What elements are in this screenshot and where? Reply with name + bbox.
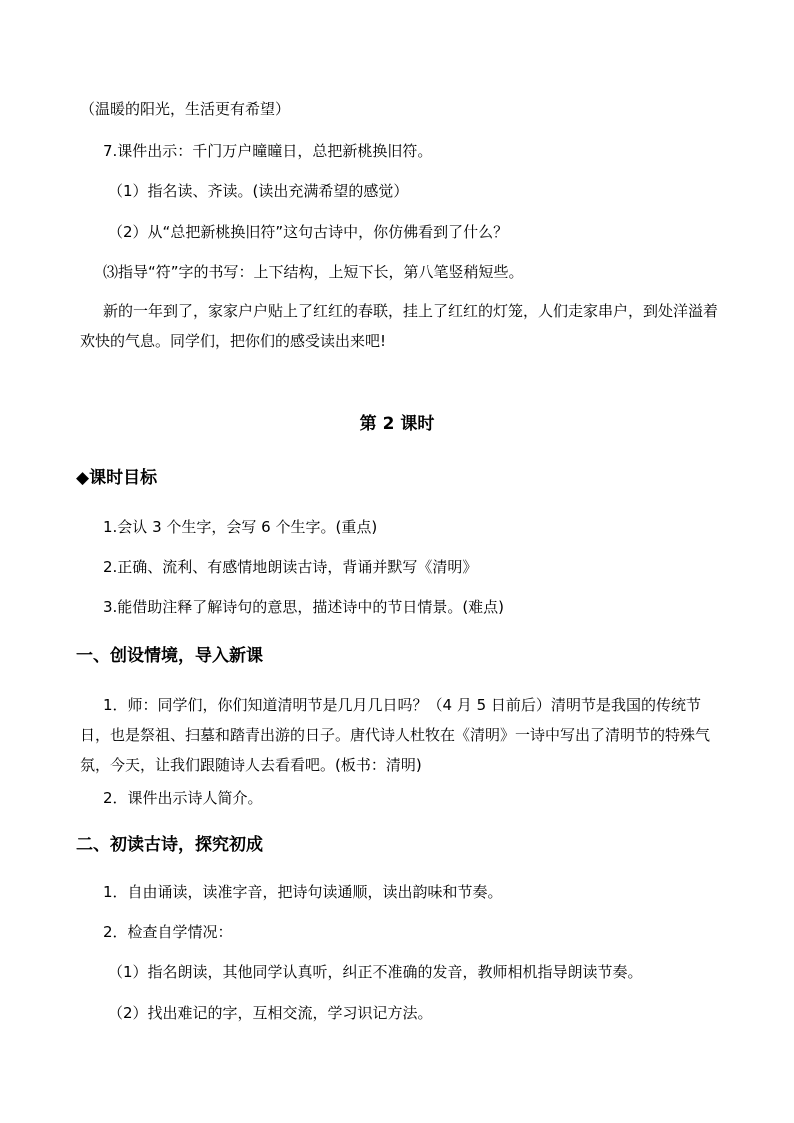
goal-item-1: 1.会认 3 个生字，会写 6 个生字。(重点) xyxy=(103,518,378,536)
goals-heading: ◆课时目标 xyxy=(76,468,158,488)
section-heading-2: 二、初读古诗，探究初成 xyxy=(76,835,263,855)
goal-item-2: 2.正确、流利、有感情地朗读古诗，背诵并默写《清明》 xyxy=(103,558,478,576)
section2-item-3: （1）指名朗读，其他同学认真听，纠正不准确的发音，教师相机指导朗读节奏。 xyxy=(108,963,643,981)
text-line-item-7: 7.课件出示：千门万户曈曈日，总把新桃换旧符。 xyxy=(103,142,433,160)
goal-item-3: 3.能借助注释了解诗句的意思，描述诗中的节日情景。(难点) xyxy=(103,598,505,616)
section2-item-1: 1．自由诵读，读准字音，把诗句读通顺，读出韵味和节奏。 xyxy=(103,883,503,901)
section2-item-2: 2．检查自学情况： xyxy=(103,923,233,941)
section1-paragraph-1: 1．师：同学们，你们知道清明节是几月几日吗？（4 月 5 日前后）清明节是我国的传统节日，也是祭祖、扫墓和踏青出游的日子。唐代诗人杜牧在《清明》一诗中写出了清明节的特殊气氛，今天，让我们跟随诗人去看看吧。(板书：清明) xyxy=(80,696,711,774)
section-heading-1: 一、创设情境，导入新课 xyxy=(76,646,263,666)
lesson-title: 第 2 课时 xyxy=(359,414,435,434)
text-line-item-7-3: ⑶指导“符”字的书写：上下结构，上短下长，第八笔竖稍短些。 xyxy=(103,263,524,281)
section1-paragraph-2: 2．课件出示诗人简介。 xyxy=(103,789,263,807)
paragraph-new-year: 新的一年到了，家家户户贴上了红红的春联，挂上了红红的灯笼，人们走家串户，到处洋溢着欢快的气息。同学们，把你们的感受读出来吧! xyxy=(80,302,719,350)
text-line-item-7-2: （2）从“总把新桃换旧符”这句古诗中，你仿佛看到了什么？ xyxy=(108,223,509,241)
text-line-item-7-1: （1）指名读、齐读。(读出充满希望的感觉） xyxy=(108,182,409,200)
text-line-warm-sunshine: （温暖的阳光，生活更有希望） xyxy=(80,100,291,118)
section2-item-4: （2）找出难记的字，互相交流，学习识记方法。 xyxy=(108,1004,433,1022)
